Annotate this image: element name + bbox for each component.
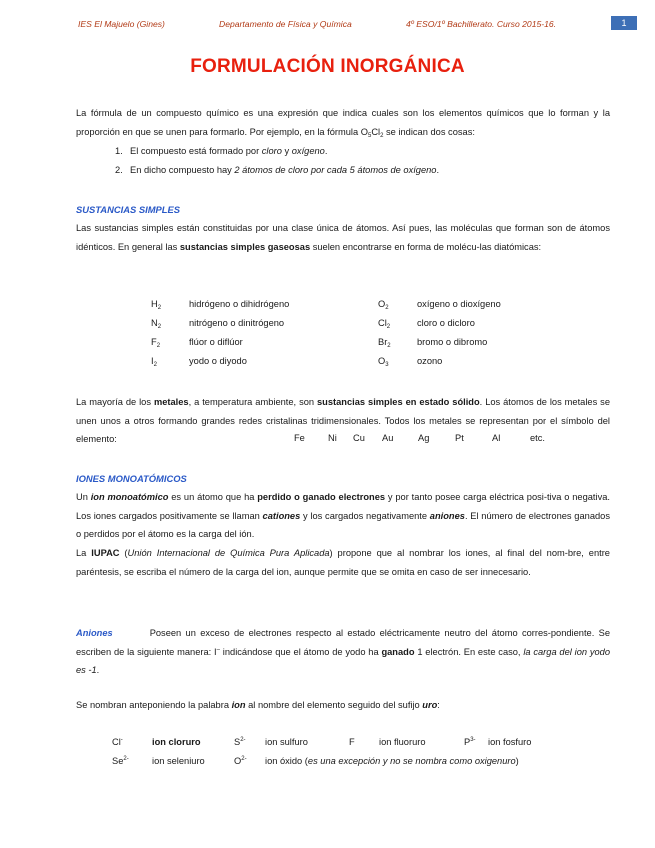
metal-symbol: Cu xyxy=(353,433,365,443)
anion-name: ion fluoruro xyxy=(379,737,426,747)
molecule-symbol: $O_2$ xyxy=(378,299,389,311)
metal-symbol: Fe xyxy=(294,433,305,443)
anion-name: ion cloruro xyxy=(152,737,201,747)
header-department: Departamento de Física y Química xyxy=(219,19,352,29)
anion-name: ion sulfuro xyxy=(265,737,308,747)
metal-symbol: Ni xyxy=(328,433,337,443)
anion-symbol: $P^{3-}$ xyxy=(464,737,476,747)
anion-symbol: Cl- xyxy=(112,737,123,747)
molecule-symbol: $Br_2$ xyxy=(378,337,391,349)
metal-symbol: etc. xyxy=(530,433,545,443)
list-item: 2. En dicho compuesto hay 2 átomos de cloro por cada 5 átomos de oxígeno. xyxy=(115,165,440,175)
molecule-name: ozono xyxy=(417,356,443,366)
molecule-symbol: $H_2$ xyxy=(151,299,162,311)
intro-paragraph: La fórmula de un compuesto químico es una expresión que indica cuales son los elementos químicos que lo forman y la proporción en que se unen para formarlo. Por ejemplo, en la fórmula $O_5Cl_2$ se indican dos cosas: xyxy=(76,108,610,139)
molecule-name: bromo o dibromo xyxy=(417,337,488,347)
metal-symbol: Al xyxy=(492,433,501,443)
anion-name: ion óxido (es una excepción y no se nombra como oxigenuro) xyxy=(265,756,519,766)
molecule-symbol: $Cl_2$ xyxy=(378,318,391,330)
anion-name: ion fosfuro xyxy=(488,737,532,747)
iupac-paragraph: La IUPAC (Unión Internacional de Química Pura Aplicada) propone que al nombrar los iones, al final del nom-bre, entre paréntesis, se escriba el número de la carga del ion, aunque permite que se omita en caso de ser innecesario. xyxy=(76,548,610,577)
naming-rule: Se nombran anteponiendo la palabra ion al nombre del elemento seguido del sufijo uro: xyxy=(76,700,440,710)
molecule-name: flúor o diflúor xyxy=(189,337,243,347)
anion-name: ion seleniuro xyxy=(152,756,205,766)
molecule-name: hidrógeno o dihidrógeno xyxy=(189,299,290,309)
molecule-symbol: $I_2$ xyxy=(151,356,157,368)
section-heading-ions: IONES MONOATÓMICOS xyxy=(76,473,187,484)
page-title: FORMULACIÓN INORGÁNICA xyxy=(190,56,465,77)
anion-symbol: $O^{2-}$ xyxy=(234,756,247,766)
metal-symbol: Ag xyxy=(418,433,430,443)
header-course: 4º ESO/1º Bachillerato. Curso 2015-16. xyxy=(406,19,557,29)
simple-paragraph: Las sustancias simples están constituidas por una clase única de átomos. Así pues, las moléculas que forman son de átomos idénticos. En general las sustancias simples gaseosas suelen encontrarse en forma de molécu-las diatómicas: xyxy=(76,223,610,252)
molecule-symbol: $N_2$ xyxy=(151,318,162,330)
molecule-symbol: $F_2$ xyxy=(151,337,161,349)
anion-symbol: $Se^{2-}$ xyxy=(112,756,129,766)
list-item: 1. El compuesto está formado por cloro y oxígeno. xyxy=(115,146,328,156)
metal-symbol: Au xyxy=(382,433,394,443)
header-school: IES El Majuelo (Gines) xyxy=(78,19,165,29)
metals-paragraph: La mayoría de los metales, a temperatura ambiente, son sustancias simples en estado sólido. Los átomos de los metales se unen unos a otros formando grandes redes cristalinas tridimensionales. Todos los metales se representan por el símbolo del elemento: xyxy=(76,397,611,444)
ions-paragraph: Un ion monoatómico es un átomo que ha perdido o ganado electrones y por tanto posee carga eléctrica posi-tiva o negativa. Los iones cargados positivamente se llaman cationes y los cargados negativamente aniones. El número de electrones ganados o perdidos por el átomo es la carga del ión. xyxy=(76,492,610,539)
page-number: 1 xyxy=(611,16,637,30)
molecule-name: yodo o diyodo xyxy=(189,356,247,366)
molecule-name: oxígeno o dioxígeno xyxy=(417,299,501,309)
anions-paragraph: Aniones Poseen un exceso de electrones respecto al estado eléctricamente neutro del átomo corres-pondiente. Se escriben de la siguiente manera: I– indicándose que el átomo de yodo ha ganado 1 electrón. En este caso, la carga del ion yodo es -1. xyxy=(76,628,610,675)
molecule-name: cloro o dicloro xyxy=(417,318,475,328)
molecule-symbol: $O_3$ xyxy=(378,356,389,368)
metal-symbol: Pt xyxy=(455,433,464,443)
section-heading-simple: SUSTANCIAS SIMPLES xyxy=(76,204,181,215)
anion-symbol: F xyxy=(349,737,355,747)
anion-symbol: $S^{2-}$ xyxy=(234,737,246,747)
molecule-name: nitrógeno o dinitrógeno xyxy=(189,318,285,328)
